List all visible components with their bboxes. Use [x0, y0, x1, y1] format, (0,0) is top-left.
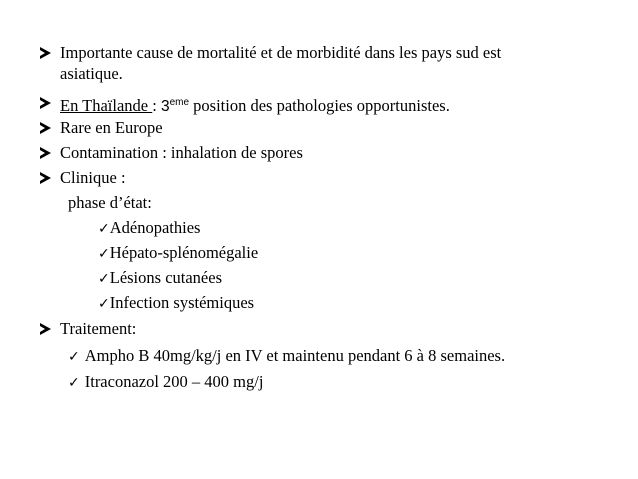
arrow-bullet-icon — [40, 147, 51, 159]
check-icon: ✓ — [98, 271, 110, 287]
bullet-mortality-line2: asiatique. — [60, 64, 123, 83]
arrow-bullet-icon — [40, 172, 51, 184]
check-item: ✓Infection systémiques — [98, 293, 255, 312]
check-icon: ✓ — [68, 349, 80, 365]
bullet-thailand — [60, 93, 450, 117]
treatment-item: ✓ Itraconazol 200 – 400 mg/j — [68, 372, 264, 391]
arrow-bullet-icon — [40, 97, 51, 109]
rank-number: 3 — [160, 98, 170, 115]
thailand-colon: : — [152, 96, 161, 115]
check-item: ✓Adénopathies — [98, 218, 201, 237]
arrow-bullet-icon — [40, 122, 51, 134]
phase-label: phase d’état: — [68, 193, 152, 212]
arrow-bullet-icon — [40, 47, 51, 59]
thailand-rest: position des pathologies opportunistes. — [189, 96, 450, 115]
bullet-clinique: Clinique : — [60, 168, 126, 187]
bullet-europe: Rare en Europe — [60, 118, 163, 137]
check-icon: ✓ — [68, 375, 80, 391]
check-item: ✓Lésions cutanées — [98, 268, 222, 287]
bullet-mortality-line1: Importante cause de mortalité et de morbidité dans les pays sud est — [60, 43, 502, 62]
arrow-bullet-icon — [40, 323, 51, 335]
bullet-traitement: Traitement: — [60, 319, 137, 338]
check-icon: ✓ — [98, 221, 110, 237]
treatment-item: ✓ Ampho B 40mg/kg/j en IV et maintenu pendant 6 à 8 semaines. — [68, 346, 506, 365]
check-item: ✓Hépato-splénomégalie — [98, 243, 259, 262]
check-icon: ✓ — [98, 296, 110, 312]
bullet-contamination: Contamination : inhalation de spores — [60, 143, 303, 162]
rank-superscript: eme — [169, 97, 190, 108]
check-icon: ✓ — [98, 246, 110, 262]
thailand-label: En Thaïlande — [60, 96, 153, 115]
